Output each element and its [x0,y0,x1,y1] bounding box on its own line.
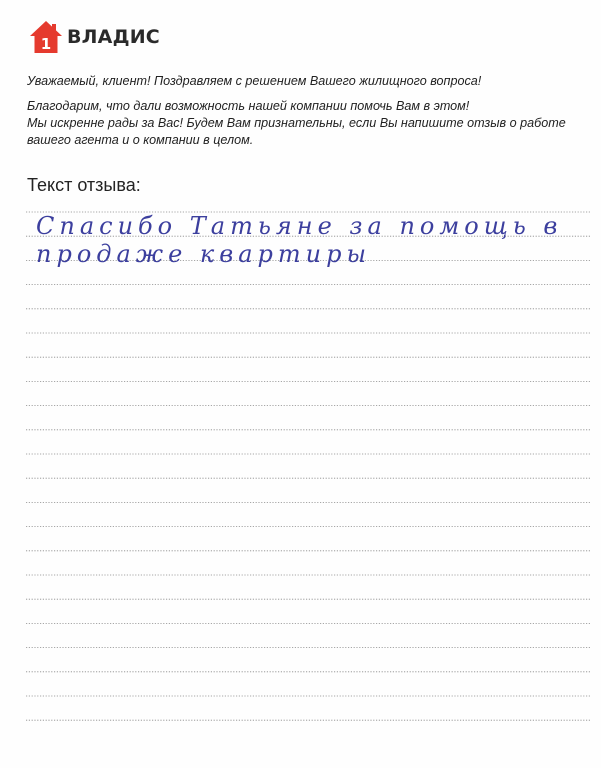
thanks-line-1: Благодарим, что дали возможность нашей компании помочь Вам в этом! [27,99,470,113]
brand-name: ВЛАДИС [67,26,160,48]
logo-badge-digit: 1 [40,35,52,53]
review-heading: Текст отзыва: [27,175,141,195]
handwritten-line-2: продаже квартиры [36,240,371,268]
thanks-line-2: Мы искренне рады за Вас! Будем Вам признательны, если Вы напишите отзыв о работе [27,116,566,130]
thanks-line-3: вашего агента и о компании в целом. [27,133,254,147]
handwritten-line-1: Спасибо Татьяне за помощь в [36,212,563,240]
ruled-writing-area [26,0,590,768]
greeting-text: Уважаемый, клиент! Поздравляем с решением Вашего жилищного вопроса! [27,74,482,88]
